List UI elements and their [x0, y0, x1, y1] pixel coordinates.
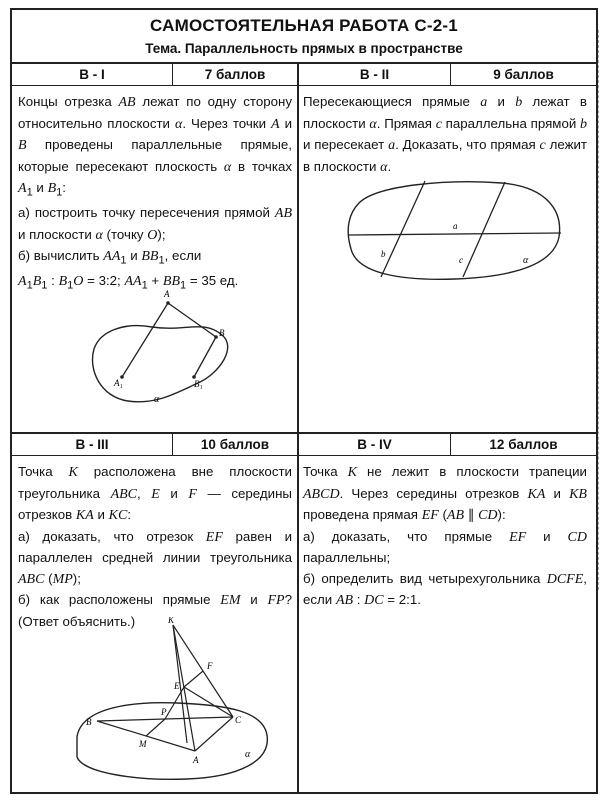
label-a: a	[453, 221, 458, 231]
label-c: c	[459, 255, 463, 265]
line-c	[463, 182, 505, 277]
variant-1-label: В - I	[12, 62, 172, 86]
variant-1-condition: Концы отрезка AB лежат по одну сторону относительно плоскости α. Через точки A и B проведены параллельные прямые, которые пересекают плоскость α в точках $A_1$ и $B_1$:	[18, 94, 292, 199]
variant-1-given: $A_1B_1$ : $B_1O$ = 3:2; $AA_1 + BB_1 = 35$ ед.	[18, 273, 239, 292]
label-alpha-1: α	[154, 394, 160, 405]
label-K: K	[168, 617, 175, 625]
segment-AA1	[122, 303, 168, 377]
variant-3-label: В - III	[12, 432, 172, 456]
variant-2-label: В - II	[297, 62, 450, 86]
segment-EC	[184, 687, 233, 717]
variant-2-points: 9 баллов	[450, 62, 596, 86]
variant-1-task-b: б) вычислить $AA_1$ и $BB_1$, если	[18, 248, 202, 267]
label-M: M	[139, 739, 147, 749]
variant-1-task-a: а) построить точку пересечения прямой AB и плоскости α (точку O);	[18, 205, 292, 243]
line-b	[381, 181, 425, 277]
line-a	[349, 233, 561, 235]
variant-4-task-a: а) доказать, что прямые EF и CD параллельны;	[303, 528, 587, 565]
variant-3-points: 10 баллов	[172, 432, 297, 456]
variant-3-figure	[67, 617, 277, 792]
variant-4-points: 12 баллов	[450, 432, 596, 456]
plane-alpha-1	[92, 326, 227, 402]
segment-BB1	[194, 337, 216, 377]
variant-1-points: 7 баллов	[172, 62, 297, 86]
label-A-3: A	[193, 755, 199, 765]
variants-grid	[12, 62, 596, 792]
variant-1-figure	[72, 287, 242, 412]
label-alpha-2: α	[523, 255, 529, 266]
variant-3-text	[18, 462, 292, 632]
label-B1: B₁	[194, 379, 203, 389]
label-B: B	[219, 328, 225, 338]
label-A1: A₁	[114, 378, 123, 388]
label-alpha-3: α	[245, 749, 251, 760]
variant-4-task-b: б) определить вид четырехугольника DCFE, если AB : DC = 2:1.	[303, 570, 587, 608]
page-edge	[598, 30, 606, 590]
variant-3-task-b: б) как расположены прямые EM и FP? (Ответ объяснить.)	[18, 592, 292, 629]
segment-EF	[184, 671, 203, 687]
page-title: САМОСТОЯТЕЛЬНАЯ РАБОТА С-2-1	[150, 16, 458, 35]
label-B: B	[86, 717, 92, 727]
column-divider	[297, 62, 299, 792]
variant-3-task-a: а) доказать, что отрезок EF равен и параллелен средней линии треугольника ABC (MP);	[18, 528, 292, 587]
segment-AB	[168, 303, 216, 337]
variant-2-figure	[337, 177, 567, 287]
label-P: P	[161, 707, 167, 717]
worksheet-frame	[10, 8, 598, 794]
variant-4-condition: Точка K не лежит в плоскости трапеции ABCD. Через середины отрезков KA и KB проведена прямая EF (AB ∥ CD):	[303, 464, 587, 523]
label-C: C	[235, 715, 242, 725]
variant-1-text	[18, 92, 292, 296]
variant-4-label: В - IV	[297, 432, 450, 456]
label-F: F	[207, 661, 213, 671]
variant-4-text	[303, 462, 587, 612]
variant-3-condition: Точка K расположена вне плоскости треугольника ABC, E и F — середины отрезков KA и KC:	[18, 464, 292, 523]
variant-2-condition: Пересекающиеся прямые a и b лежат в плоскости α. Прямая c параллельна прямой b и пересекает a. Доказать, что прямая c лежит в плоскости α.	[303, 94, 587, 175]
label-E: E	[174, 681, 180, 691]
segment-AC	[195, 717, 233, 751]
label-b: b	[381, 249, 386, 259]
variant-2-text	[303, 92, 587, 178]
label-A: A	[164, 289, 170, 299]
page-subtitle: Тема. Параллельность прямых в пространстве	[145, 41, 463, 56]
segment-MP	[146, 719, 165, 736]
